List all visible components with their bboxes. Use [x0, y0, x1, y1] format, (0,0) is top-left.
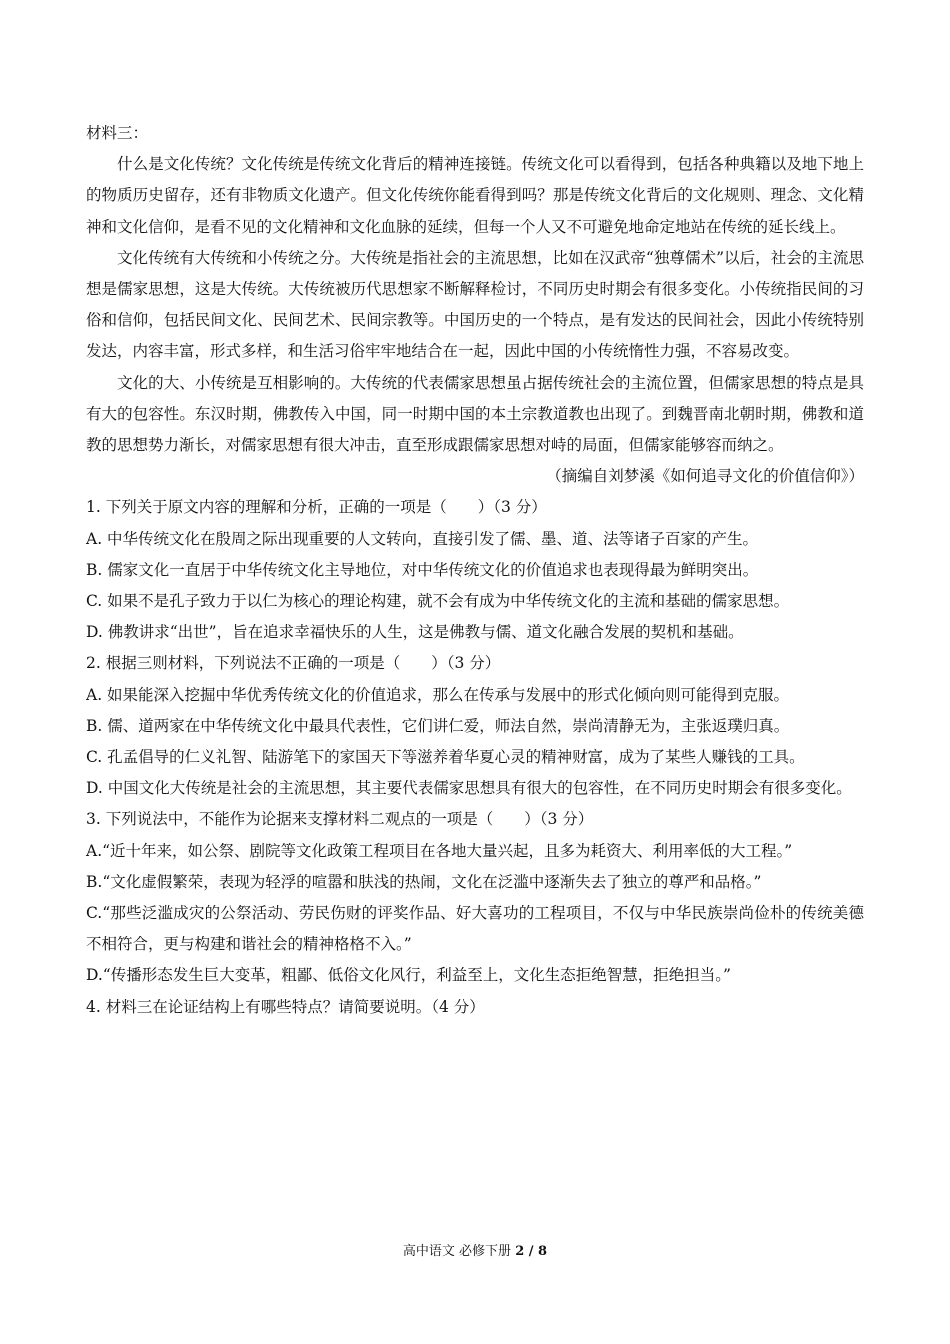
material-paragraph-1: 什么是文化传统？文化传统是传统文化背后的精神连接链。传统文化可以看得到，包括各种典籍以及地下地上的物质历史留存，还有非物质文化遗产。但文化传统你能看得到吗？那是传统文化背后的文化规则、理念、文化精神和文化信仰，是看不见的文化精神和文化血脉的延续，但每一个人又不可避免地命定地站在传统的延长线上。: [86, 155, 864, 236]
question-stem: 3. 下列说法中，不能作为论据来支撑材料二观点的一项是（ ）（3 分）: [86, 810, 594, 829]
question-option: C. 孔孟倡导的仁义礼智、陆游笔下的家国天下等滋养着华夏心灵的精神财富，成为了某些人赚钱的工具。: [86, 748, 805, 767]
question-stem: 2. 根据三则材料，下列说法不正确的一项是（ ）（3 分）: [86, 654, 501, 673]
question-stem: 1. 下列关于原文内容的理解和分析，正确的一项是（ ）（3 分）: [86, 498, 547, 517]
question-1: [86, 492, 864, 648]
page-number: 2 / 8: [515, 1244, 548, 1259]
question-option: B. 儒、道两家在中华传统文化中最具代表性，它们讲仁爱，师法自然，崇尚清静无为，主张返璞归真。: [86, 716, 790, 735]
question-4: [86, 992, 864, 1023]
question-option: A.“近十年来，如公祭、剧院等文化政策工程项目在各地大量兴起，且多为耗资大、利用率低的大工程。”: [86, 841, 793, 860]
footer-label: 高中语文 必修下册: [402, 1244, 516, 1259]
question-option: C.“那些泛滥成灾的公祭活动、劳民伤财的评奖作品、好大喜功的工程项目，不仅与中华民族崇尚俭朴的传统美德不相符合，更与构建和谐社会的精神格格不入。”: [86, 904, 864, 954]
question-option: A. 中华传统文化在殷周之际出现重要的人文转向，直接引发了儒、墨、道、法等诸子百家的产生。: [86, 529, 759, 548]
question-option: A. 如果能深入挖掘中华优秀传统文化的价值追求，那么在传承与发展中的形式化倾向则可能得到克服。: [86, 685, 790, 704]
page-footer: [0, 1242, 950, 1262]
question-option: D.“传播形态发生巨大变革，粗鄙、低俗文化风行，利益至上，文化生态拒绝智慧，拒绝担当。”: [86, 966, 731, 985]
question-3: [86, 804, 864, 991]
page-content: [86, 118, 864, 1023]
material-paragraph-2: 文化传统有大传统和小传统之分。大传统是指社会的主流思想，比如在汉武帝“独尊儒术”以后，社会的主流思想是儒家思想，这是大传统。大传统被历代思想家不断解释检讨，不同历史时期会有很多变化。小传统指民间的习俗和信仰，包括民间文化、民间艺术、民间宗教等。中国历史的一个特点，是有发达的民间社会，因此小传统特别发达，内容丰富，形式多样，和生活习俗牢牢地结合在一起，因此中国的小传统惰性力强，不容易改变。: [86, 248, 864, 361]
question-option: B.“文化虚假繁荣，表现为轻浮的喧嚣和肤浅的热闹，文化在泛滥中逐渐失去了独立的尊严和品格。”: [86, 872, 762, 891]
material-paragraph-3: 文化的大、小传统是互相影响的。大传统的代表儒家思想虽占据传统社会的主流位置，但儒家思想的特点是具有大的包容性。东汉时期，佛教传入中国，同一时期中国的本土宗教道教也出现了。到魏晋南北朝时期，佛教和道教的思想势力渐长，对儒家思想有很大冲击，直至形成跟儒家思想对峙的局面，但儒家能够容而纳之。: [86, 373, 864, 455]
question-stem: 4. 材料三在论证结构上有哪些特点？请简要说明。（4 分）: [86, 997, 485, 1016]
question-option: B. 儒家文化一直居于中华传统文化主导地位，对中华传统文化的价值追求也表现得最为鲜明突出。: [86, 560, 759, 579]
material-heading: 材料三：: [86, 124, 149, 142]
question-2: [86, 648, 864, 804]
question-option: D. 中国文化大传统是社会的主流思想，其主要代表儒家思想具有很大的包容性，在不同历史时期会有很多变化。: [86, 779, 852, 798]
question-option: C. 如果不是孔子致力于以仁为核心的理论构建，就不会有成为中华传统文化的主流和基础的儒家思想。: [86, 592, 790, 611]
question-option: D. 佛教讲求“出世”，旨在追求幸福快乐的人生，这是佛教与儒、道文化融合发展的契机和基础。: [86, 623, 744, 642]
material-source: （摘编自刘梦溪《如何追寻文化的价值信仰》）: [546, 467, 864, 486]
